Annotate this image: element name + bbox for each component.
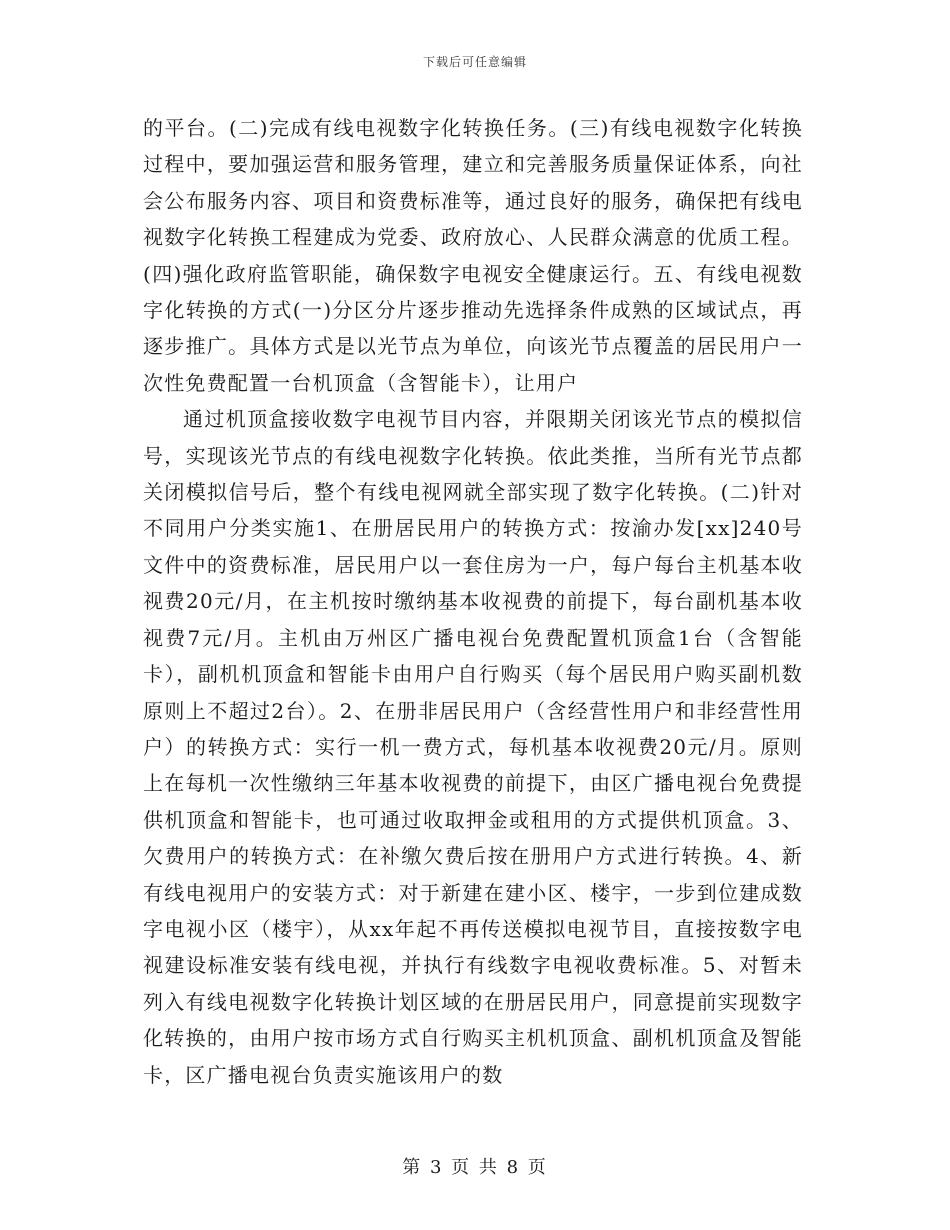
paragraph: 通过机顶盒接收数字电视节目内容，并限期关闭该光节点的模拟信号，实现该光节点的有线电视数字化转换。依此类推，当所有光节点都关闭模拟信号后，整个有线电视网就全部实现了数字化转换。(二)针对不同用户分类实施1、在册居民用户的转换方式：按渝办发[xx]240号文件中的资费标准，居民用户以一套住房为一户，每户每台主机基本收视费20元/月，在主机按时缴纳基本收视费的前提下，每台副机基本收视费7元/月。主机由万州区广播电视台免费配置机顶盒1台（含智能卡），副机机顶盒和智能卡由用户自行购买（每个居民用户购买副机数原则上不超过2台）。2、在册非居民用户（含经营性用户和非经营性用户）的转换方式：实行一机一费方式，每机基本收视费20元/月。原则上在每机一次性缴纳三年基本收视费的前提下，由区广播电视台免费提供机顶盒和智能卡，也可通过收取押金或租用的方式提供机顶盒。3、欠费用户的转换方式：在补缴欠费后按在册用户方式进行转换。4、新有线电视用户的安装方式：对于新建在建小区、楼宇，一步到位建成数字电视小区（楼宇），从xx年起不再传送模拟电视节目，直接按数字电视建设标准安装有线电视，并执行有线数字电视收费标准。5、对暂未列入有线电视数字化转换计划区域的在册居民用户，同意提前实现数字化转换的，由用户按市场方式自行购买主机机顶盒、副机机顶盒及智能卡，区广播电视台负责实施该用户的数 <box>143 407 803 1087</box>
paragraph: 的平台。(二)完成有线电视数字化转换任务。(三)有线电视数字化转换过程中，要加强运营和服务管理，建立和完善服务质量保证体系，向社会公布服务内容、项目和资费标准等，通过良好的服务，确保把有线电视数字化转换工程建成为党委、政府放心、人民群众满意的优质工程。(四)强化政府监管职能，确保数字电视安全健康运行。五、有线电视数字化转换的方式(一)分区分片逐步推动先选择条件成熟的区域试点，再逐步推广。具体方式是以光节点为单位，向该光节点覆盖的居民用户一次性免费配置一台机顶盒（含智能卡），让用户 <box>143 116 803 395</box>
page-number: 第 3 页 共 8 页 <box>402 1157 548 1178</box>
document-body <box>143 110 803 1093</box>
page-header: 下载后可任意编辑 <box>422 55 527 69</box>
